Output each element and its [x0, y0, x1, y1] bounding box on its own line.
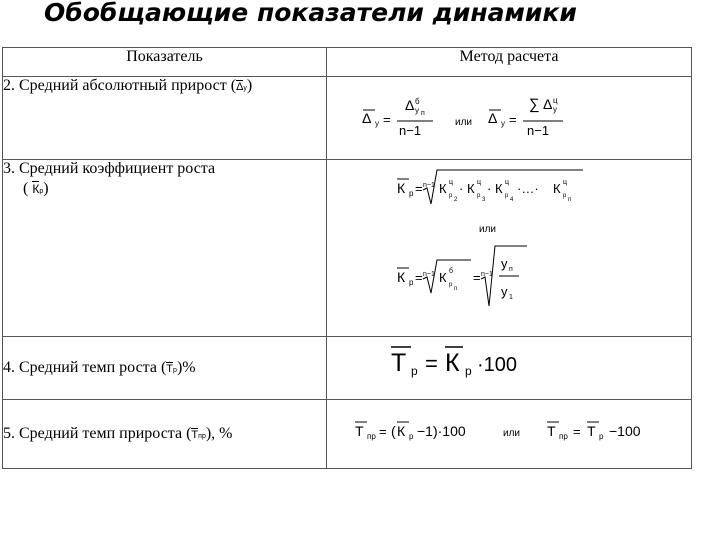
svg-text:−1)·100: −1)·100	[417, 423, 466, 439]
or-label: или	[455, 117, 473, 128]
svg-text:К: К	[397, 423, 406, 439]
svg-text:Т: Т	[355, 423, 364, 439]
table-row	[3, 337, 692, 400]
svg-text:п: п	[509, 266, 513, 273]
row-label-end: ), %	[205, 425, 233, 442]
header-indicator: Показатель	[3, 48, 327, 77]
svg-text:р: р	[505, 193, 509, 199]
formula-growth-coefficient	[327, 160, 692, 337]
symbol-t-p	[166, 363, 177, 375]
svg-text:n−1: n−1	[527, 123, 550, 138]
svg-text:1: 1	[509, 294, 513, 301]
svg-text:б: б	[449, 268, 454, 275]
svg-text:Т: Т	[587, 423, 596, 439]
or-label: или	[503, 428, 521, 439]
symbol-sub: р	[173, 367, 177, 374]
svg-text:у: у	[501, 119, 505, 128]
row-label-text: 2. Средний абсолютный прирост (	[3, 77, 237, 94]
svg-text:n−1: n−1	[481, 271, 493, 278]
svg-text:Δ: Δ	[488, 110, 498, 126]
svg-text:р: р	[477, 193, 481, 199]
svg-text:р: р	[409, 189, 414, 198]
svg-text:К: К	[553, 181, 561, 196]
svg-text:Δ: Δ	[362, 110, 372, 126]
svg-text:пр: пр	[559, 432, 568, 441]
page-title: Обобщающие показатели динамики	[44, 0, 577, 27]
svg-text:п: п	[421, 110, 425, 117]
svg-text:·: ·	[459, 181, 464, 196]
svg-text:у: у	[501, 256, 508, 271]
symbol-sub: р	[39, 188, 44, 195]
row-label-end: )%	[176, 359, 196, 376]
symbol-main: Т	[166, 363, 174, 375]
formula-svg-increase-rate	[327, 400, 691, 463]
svg-text:р: р	[409, 432, 414, 441]
svg-text:4: 4	[510, 197, 514, 203]
formula-increase-rate	[327, 400, 692, 469]
symbol-k-p	[32, 182, 43, 196]
table-row	[3, 160, 692, 337]
formula-svg-growth-rate	[327, 337, 691, 394]
svg-text:р: р	[409, 278, 414, 287]
svg-text:К: К	[467, 181, 475, 196]
svg-text:у: у	[415, 106, 419, 115]
symbol-main: Т	[191, 429, 199, 441]
svg-text:р: р	[563, 193, 567, 199]
indicators-table	[2, 47, 692, 469]
row-label-absolute-increase	[3, 77, 327, 160]
table-row	[3, 77, 692, 160]
header-method: Метод расчета	[327, 48, 692, 77]
table-row	[3, 400, 692, 469]
svg-text:=: =	[509, 112, 517, 127]
svg-text:у: у	[375, 119, 379, 128]
label-close-paren: )	[43, 180, 49, 197]
svg-text:р: р	[599, 432, 604, 441]
formula-absolute-increase	[327, 77, 692, 160]
svg-text:·100: ·100	[477, 354, 518, 376]
svg-text:К: К	[397, 180, 406, 196]
svg-text:р: р	[449, 282, 453, 288]
svg-text:n−1: n−1	[423, 271, 435, 278]
svg-text:ц: ц	[505, 179, 510, 186]
svg-text:=: =	[379, 424, 387, 439]
svg-text:ц: ц	[449, 179, 454, 186]
svg-text:р: р	[465, 364, 472, 378]
symbol-t-pr	[191, 429, 205, 441]
svg-text:−100: −100	[609, 423, 641, 439]
row-label-growth-coefficient	[3, 160, 327, 337]
symbol-main: Δ	[236, 81, 244, 93]
svg-text:2: 2	[454, 197, 458, 203]
svg-text:у: у	[501, 284, 508, 299]
svg-text:К: К	[445, 349, 460, 377]
svg-text:Δ: Δ	[543, 96, 553, 112]
formula-growth-rate	[327, 337, 692, 400]
svg-text:·…·: ·…·	[517, 181, 539, 196]
or-label: или	[479, 224, 497, 235]
svg-text:=: =	[573, 424, 581, 439]
formula-svg-growth-coefficient	[327, 160, 691, 331]
row-label-text: 4. Средний темп роста (	[3, 359, 167, 376]
svg-text:п: п	[454, 286, 458, 292]
svg-text:n−1: n−1	[399, 123, 422, 138]
svg-text:пр: пр	[367, 432, 376, 441]
svg-text:(: (	[391, 423, 396, 439]
svg-text:р: р	[411, 364, 418, 378]
label-open-paren: (	[23, 180, 29, 197]
symbol-main: К	[32, 182, 40, 196]
svg-text:=: =	[383, 112, 391, 127]
svg-text:К: К	[397, 269, 406, 285]
svg-text:3: 3	[482, 197, 486, 203]
symbol-sub: пр	[198, 433, 206, 440]
svg-text:·: ·	[487, 181, 492, 196]
svg-text:п: п	[568, 197, 572, 203]
svg-text:К: К	[439, 270, 447, 285]
svg-text:ц: ц	[563, 179, 568, 186]
svg-text:ц: ц	[553, 96, 558, 105]
svg-text:К: К	[439, 181, 447, 196]
row-label-symbol-line	[3, 180, 326, 198]
svg-text:б: б	[415, 97, 420, 106]
row-label-text: 5. Средний темп прироста (	[3, 425, 192, 442]
formula-svg-absolute-increase	[327, 77, 691, 154]
row-label-text: 3. Средний коэффициент роста	[3, 160, 216, 177]
row-label-increase-rate	[3, 400, 327, 469]
svg-text:р: р	[449, 193, 453, 199]
svg-text:К: К	[495, 181, 503, 196]
row-label-end: )	[246, 77, 253, 94]
row-label-growth-rate	[3, 337, 327, 400]
svg-text:Т: Т	[547, 423, 556, 439]
svg-text:=: =	[415, 181, 423, 196]
svg-text:=: =	[425, 351, 438, 376]
symbol-sub: у	[243, 85, 247, 92]
svg-text:=: =	[415, 270, 423, 285]
svg-text:Δ: Δ	[405, 97, 415, 113]
svg-text:∑: ∑	[529, 96, 540, 113]
svg-text:n−1: n−1	[423, 182, 435, 189]
svg-text:=: =	[473, 270, 481, 285]
svg-text:у: у	[553, 105, 557, 114]
svg-text:Т: Т	[391, 349, 407, 377]
table-header-row	[3, 48, 692, 77]
symbol-delta-y	[236, 81, 247, 93]
svg-text:ц: ц	[477, 179, 482, 186]
